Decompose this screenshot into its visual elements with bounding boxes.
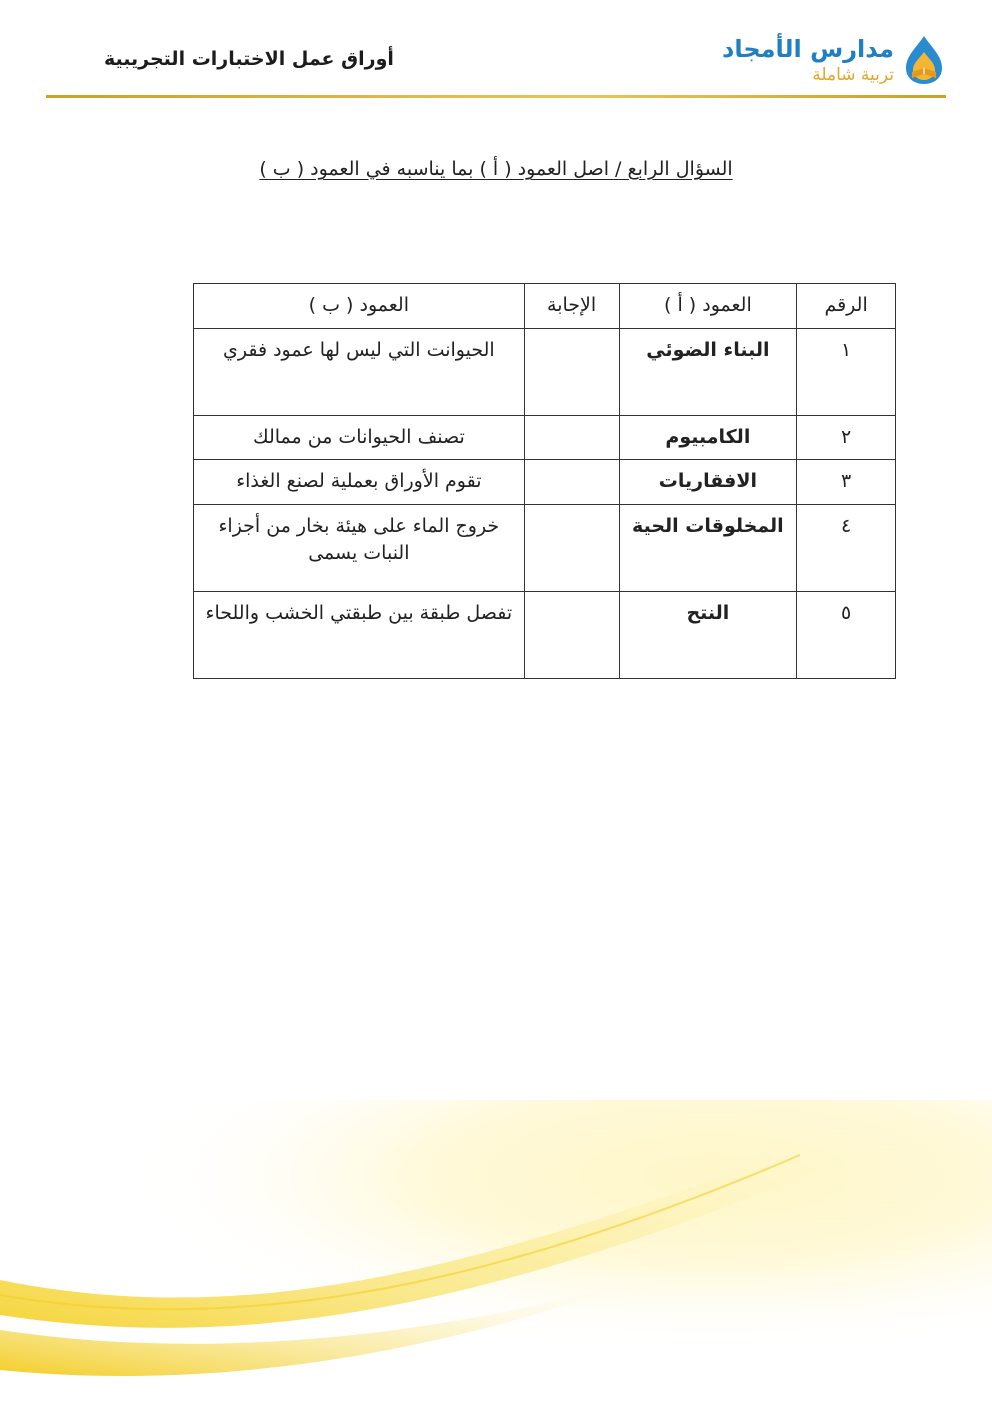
header-column-b: العمود ( ب ) bbox=[194, 284, 525, 329]
drop-book-logo-icon bbox=[902, 34, 946, 86]
definition-cell: تقوم الأوراق بعملية لصنع الغذاء bbox=[194, 460, 525, 505]
term-cell: البناء الضوئي bbox=[619, 328, 797, 415]
answer-cell[interactable] bbox=[524, 328, 619, 415]
answer-cell[interactable] bbox=[524, 460, 619, 505]
row-number: ٤ bbox=[797, 504, 896, 591]
question-text: السؤال الرابع / اصل العمود ( أ ) بما يناسبه في العمود ( ب ) bbox=[259, 158, 733, 180]
answer-cell[interactable] bbox=[524, 415, 619, 460]
header-divider bbox=[46, 95, 946, 98]
definition-cell: تفصل طبقة بين طبقتي الخشب واللحاء bbox=[194, 591, 525, 678]
table-row bbox=[194, 415, 896, 460]
school-logo bbox=[722, 30, 946, 90]
question-heading bbox=[0, 158, 992, 180]
table-row bbox=[194, 328, 896, 415]
table-header-row bbox=[194, 284, 896, 329]
row-number: ٣ bbox=[797, 460, 896, 505]
answer-cell[interactable] bbox=[524, 504, 619, 591]
table-row bbox=[194, 460, 896, 505]
table-row bbox=[194, 504, 896, 591]
term-cell: المخلوقات الحية bbox=[619, 504, 797, 591]
term-cell: الكامبيوم bbox=[619, 415, 797, 460]
row-number: ١ bbox=[797, 328, 896, 415]
answer-cell[interactable] bbox=[524, 591, 619, 678]
decorative-swoosh bbox=[0, 1100, 992, 1403]
term-cell: الافقاريات bbox=[619, 460, 797, 505]
row-number: ٢ bbox=[797, 415, 896, 460]
logo-name: مدارس الأمجاد bbox=[722, 34, 894, 63]
document-title: أوراق عمل الاختبارات التجريبية bbox=[104, 48, 394, 70]
page-header bbox=[46, 22, 946, 96]
row-number: ٥ bbox=[797, 591, 896, 678]
definition-cell: تصنف الحيوانات من ممالك bbox=[194, 415, 525, 460]
header-number: الرقم bbox=[797, 284, 896, 329]
matching-table bbox=[193, 283, 896, 679]
definition-cell: خروج الماء على هيئة بخار من أجزاء النبات يسمى bbox=[194, 504, 525, 591]
logo-tagline: تربية شاملة bbox=[812, 64, 894, 85]
header-column-a: العمود ( أ ) bbox=[619, 284, 797, 329]
header-answer: الإجابة bbox=[524, 284, 619, 329]
term-cell: النتح bbox=[619, 591, 797, 678]
table-row bbox=[194, 591, 896, 678]
definition-cell: الحيوانت التي ليس لها عمود فقري bbox=[194, 328, 525, 415]
